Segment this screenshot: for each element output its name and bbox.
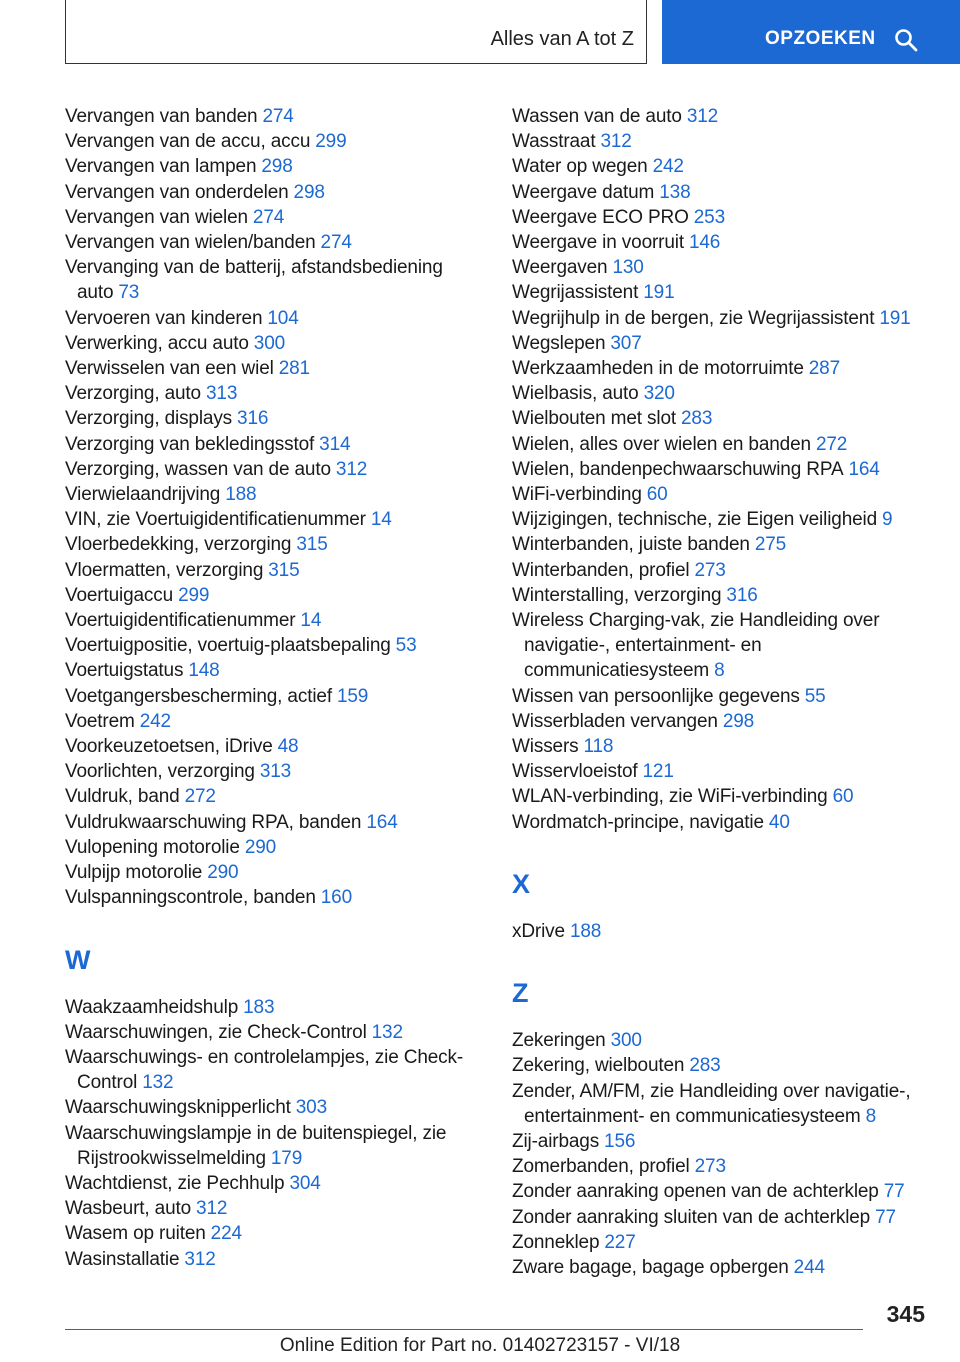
index-entry bbox=[65, 860, 495, 885]
page-reference-link[interactable]: 188 bbox=[225, 484, 257, 506]
page-reference-link[interactable]: 274 bbox=[252, 206, 285, 228]
page-reference-link[interactable]: 164 bbox=[366, 811, 398, 833]
index-entry bbox=[512, 457, 942, 482]
index-entry bbox=[512, 1255, 942, 1280]
index-entry-text: Waarschuwingslampje in de buitenspiegel, zie Rijstrookwisselmelding bbox=[65, 1122, 447, 1169]
index-entry bbox=[512, 1230, 942, 1255]
index-entry-text: Wisservloeistof bbox=[512, 761, 638, 783]
page-reference-link[interactable]: 273 bbox=[694, 559, 726, 581]
index-entry-text: Vervangen van onderdelen bbox=[65, 181, 289, 203]
index-entry bbox=[512, 1179, 942, 1204]
page-reference-link[interactable]: 315 bbox=[268, 559, 300, 581]
page-reference-link[interactable]: 299 bbox=[178, 584, 210, 606]
index-entry bbox=[65, 1045, 495, 1095]
index-entry-text: Verwisselen van een wiel bbox=[65, 358, 274, 380]
index-entry bbox=[65, 709, 495, 734]
index-entry bbox=[65, 885, 495, 910]
index-entry-text: Vulopening motorolie bbox=[65, 836, 240, 858]
page-reference-link[interactable]: 138 bbox=[659, 181, 691, 203]
index-entry-text: Winterbanden, profiel bbox=[512, 559, 690, 581]
page-reference-link[interactable]: 320 bbox=[643, 383, 675, 405]
index-entry bbox=[65, 1121, 495, 1171]
page-reference-link[interactable]: 132 bbox=[371, 1021, 403, 1043]
index-entry-text: Wasem op ruiten bbox=[65, 1223, 206, 1245]
page-reference-link[interactable]: 146 bbox=[688, 232, 721, 254]
index-column-right bbox=[512, 104, 942, 1280]
index-entry bbox=[65, 1247, 495, 1272]
page-reference-link[interactable]: 148 bbox=[188, 660, 220, 682]
index-entry-text: Wielbasis, auto bbox=[512, 383, 639, 405]
index-entry bbox=[512, 356, 942, 381]
index-entry bbox=[512, 1079, 942, 1129]
index-entry bbox=[512, 684, 942, 709]
index-entry bbox=[65, 734, 495, 759]
index-entry-text: Wassen van de auto bbox=[512, 106, 682, 127]
section-letter: X bbox=[512, 868, 531, 899]
page-reference-link[interactable]: 244 bbox=[793, 1256, 825, 1278]
index-entry bbox=[512, 734, 942, 759]
page-reference-link[interactable]: 73 bbox=[118, 282, 140, 304]
index-entry bbox=[65, 558, 495, 583]
index-entry-text: Verwerking, accu auto bbox=[65, 332, 249, 354]
index-entry bbox=[65, 1171, 495, 1196]
index-entry bbox=[65, 205, 495, 230]
page-reference-link[interactable]: 300 bbox=[610, 1030, 642, 1052]
page-reference-link[interactable]: 224 bbox=[210, 1223, 242, 1245]
page-reference-link[interactable]: 55 bbox=[804, 685, 826, 707]
page-reference-link[interactable]: 242 bbox=[652, 156, 684, 178]
index-entry-text: Vloerbedekking, verzorging bbox=[65, 534, 292, 556]
page-reference-link[interactable]: 299 bbox=[315, 131, 347, 153]
page-reference-link[interactable]: 274 bbox=[262, 106, 294, 127]
page-reference-link[interactable]: 283 bbox=[689, 1055, 721, 1077]
index-entry bbox=[65, 1196, 495, 1221]
index-entry bbox=[512, 1154, 942, 1179]
index-entry-text: Voertuigpositie, voertuig-plaatsbepaling bbox=[65, 635, 391, 657]
page-reference-link[interactable]: 191 bbox=[643, 282, 675, 304]
page-reference-link[interactable]: 188 bbox=[569, 920, 602, 942]
index-entry bbox=[512, 1028, 942, 1053]
index-entry bbox=[512, 255, 942, 280]
page-reference-link[interactable]: 130 bbox=[612, 257, 644, 279]
index-entry bbox=[65, 180, 495, 205]
index-entry bbox=[65, 306, 495, 331]
index-entry bbox=[65, 381, 495, 406]
index-entry-text: Zonder aanraking sluiten van de achterklep bbox=[512, 1206, 871, 1228]
header-title-box bbox=[65, 0, 647, 64]
index-entry bbox=[65, 608, 495, 633]
index-entry-text: Vervoeren van kinderen bbox=[65, 307, 263, 329]
page-reference-link[interactable]: 179 bbox=[270, 1147, 303, 1169]
page-reference-link[interactable]: 118 bbox=[583, 736, 614, 758]
index-entry bbox=[65, 104, 495, 129]
page-reference-link[interactable]: 312 bbox=[686, 106, 719, 127]
index-entry-text: Wielbouten met slot bbox=[512, 408, 677, 430]
page-reference-link[interactable]: 14 bbox=[370, 509, 392, 531]
index-entry-text: Wielen, alles over wielen en banden bbox=[512, 433, 811, 455]
page-reference-link[interactable]: 156 bbox=[604, 1130, 636, 1152]
page-reference-link[interactable]: 290 bbox=[244, 836, 277, 858]
index-entry-text: Zonneklep bbox=[512, 1231, 600, 1253]
index-entry bbox=[65, 684, 495, 709]
index-entry bbox=[65, 995, 495, 1020]
page-reference-link[interactable]: 315 bbox=[296, 534, 328, 556]
index-entry-text: Vervangen van de accu, accu bbox=[65, 131, 311, 153]
index-entry-text: Verzorging, wassen van de auto bbox=[65, 458, 331, 480]
index-entry-text: Zware bagage, bagage opbergen bbox=[512, 1256, 789, 1278]
index-entry-text: Weergaven bbox=[512, 257, 608, 279]
index-entry-text: Wasinstallatie bbox=[65, 1248, 180, 1270]
page-reference-link[interactable]: 298 bbox=[261, 156, 293, 178]
page-reference-link[interactable]: 14 bbox=[300, 610, 322, 632]
index-entry bbox=[512, 180, 942, 205]
index-entry-text: Zender, AM/FM, zie Handleiding over navigatie-, entertainment- en communicatiesysteem bbox=[512, 1080, 911, 1127]
index-entry bbox=[65, 583, 495, 608]
page-reference-link[interactable]: 8 bbox=[865, 1105, 877, 1127]
page-reference-link[interactable]: 272 bbox=[815, 433, 848, 455]
index-entry-text: Vuldrukwaarschuwing RPA, banden bbox=[65, 811, 362, 833]
section-letter: W bbox=[65, 944, 91, 975]
index-entry bbox=[512, 104, 942, 129]
index-entry-text: Wireless Charging-vak, zie Handleiding over navigatie-, entertainment- en communicatiesysteem bbox=[512, 610, 880, 682]
page-reference-link[interactable]: 313 bbox=[205, 383, 238, 405]
page-reference-link[interactable]: 227 bbox=[604, 1231, 636, 1253]
page-reference-link[interactable]: 312 bbox=[184, 1248, 216, 1270]
page-reference-link[interactable]: 8 bbox=[714, 660, 725, 682]
index-entry bbox=[65, 835, 495, 860]
index-entry bbox=[512, 1129, 942, 1154]
page-reference-link[interactable]: 77 bbox=[883, 1181, 905, 1203]
index-entry bbox=[65, 1095, 495, 1120]
index-entry bbox=[512, 406, 942, 431]
index-entry bbox=[65, 230, 495, 255]
page-reference-link[interactable]: 298 bbox=[722, 710, 755, 732]
page-reference-link[interactable]: 303 bbox=[295, 1097, 328, 1119]
index-entry bbox=[512, 759, 942, 784]
index-entry bbox=[512, 532, 942, 557]
index-entry bbox=[512, 583, 942, 608]
index-entry-text: Voorlichten, verzorging bbox=[65, 761, 255, 783]
index-entry-text: Zekeringen bbox=[512, 1030, 606, 1052]
index-entry bbox=[65, 532, 495, 557]
index-entry-text: Zij-airbags bbox=[512, 1130, 600, 1152]
section-letter: Z bbox=[512, 978, 529, 1009]
page-number: 345 bbox=[886, 1301, 925, 1327]
index-entry-text: Wegrijhulp in de bergen, zie Wegrijassistent bbox=[512, 307, 875, 329]
page-reference-link[interactable]: 191 bbox=[879, 307, 911, 329]
index-entry-text: Vuldruk, band bbox=[65, 786, 180, 808]
index-entry bbox=[65, 784, 495, 809]
page-reference-link[interactable]: 48 bbox=[277, 736, 299, 758]
page-reference-link[interactable]: 312 bbox=[600, 131, 632, 153]
page-reference-link[interactable]: 53 bbox=[395, 635, 417, 657]
index-entry bbox=[512, 154, 942, 179]
page-reference-link[interactable]: 281 bbox=[278, 358, 310, 380]
page-reference-link[interactable]: 183 bbox=[243, 996, 275, 1018]
index-entry-text: xDrive bbox=[512, 920, 565, 942]
search-button[interactable] bbox=[662, 0, 960, 64]
page-reference-link[interactable]: 290 bbox=[207, 862, 239, 884]
index-entry bbox=[512, 129, 942, 154]
index-entry bbox=[512, 280, 942, 305]
index-entry bbox=[512, 608, 942, 684]
index-entry-text: Voertuigstatus bbox=[65, 660, 184, 682]
index-entry bbox=[65, 1020, 495, 1045]
index-entry bbox=[65, 507, 495, 532]
index-entry-text: Water op wegen bbox=[512, 156, 648, 178]
index-entry bbox=[512, 810, 942, 835]
page-reference-link[interactable]: 307 bbox=[610, 332, 642, 354]
index-entry bbox=[512, 919, 942, 944]
index-entry-text: Werkzaamheden in de motorruimte bbox=[512, 358, 804, 380]
index-entry-text: Wissen van persoonlijke gegevens bbox=[512, 685, 800, 707]
page-reference-link[interactable]: 121 bbox=[642, 761, 674, 783]
page-reference-link[interactable]: 312 bbox=[335, 458, 368, 480]
page-reference-link[interactable]: 313 bbox=[259, 761, 292, 783]
search-icon bbox=[894, 28, 918, 52]
index-entry-text: WLAN-verbinding, zie WiFi-verbinding bbox=[512, 786, 828, 808]
index-entry-text: Wijzigingen, technische, zie Eigen veiligheid bbox=[512, 509, 878, 531]
page-reference-link[interactable]: 253 bbox=[693, 206, 726, 228]
index-entry-text: Zekering, wielbouten bbox=[512, 1055, 685, 1077]
index-entry-text: Vervangen van banden bbox=[65, 106, 258, 127]
index-entry-text: Voertuigaccu bbox=[65, 584, 174, 606]
index-entry bbox=[65, 633, 495, 658]
page-reference-link[interactable]: 242 bbox=[139, 710, 171, 732]
index-entry bbox=[512, 1205, 942, 1230]
index-entry-text: Voetrem bbox=[65, 710, 135, 732]
page-reference-link[interactable]: 316 bbox=[237, 408, 269, 430]
page-reference-link[interactable]: 164 bbox=[848, 458, 880, 480]
index-entry bbox=[65, 154, 495, 179]
index-entry-text: Verzorging, displays bbox=[65, 408, 233, 430]
index-entry-text: Wasbeurt, auto bbox=[65, 1198, 192, 1220]
index-entry bbox=[512, 784, 942, 809]
index-entry-text: Vervanging van de batterij, afstandsbediening auto bbox=[65, 257, 443, 304]
page-reference-link[interactable]: 40 bbox=[768, 811, 790, 833]
index-entry-text: Wielen, bandenpechwaarschuwing RPA bbox=[512, 458, 844, 480]
page-reference-link[interactable]: 287 bbox=[808, 358, 841, 380]
index-entry-text: Waakzaamheidshulp bbox=[65, 996, 239, 1018]
index-entry-text: Zonder aanraking openen van de achterklep bbox=[512, 1181, 879, 1203]
index-entry-text: Waarschuwings- en controlelampjes, zie Check-Control bbox=[65, 1046, 464, 1094]
index-entry bbox=[512, 709, 942, 734]
page-reference-link[interactable]: 304 bbox=[289, 1172, 321, 1194]
index-entry-text: Winterbanden, juiste banden bbox=[512, 534, 750, 556]
index-entry bbox=[512, 482, 942, 507]
index-entry bbox=[65, 482, 495, 507]
index-entry-text: Voorkeuzetoetsen, iDrive bbox=[65, 736, 273, 758]
page-reference-link[interactable]: 283 bbox=[681, 408, 713, 430]
page-reference-link[interactable]: 159 bbox=[336, 685, 369, 707]
page-reference-link[interactable]: 312 bbox=[196, 1198, 228, 1220]
index-entry-text: Weergave ECO PRO bbox=[512, 206, 689, 228]
page-reference-link[interactable]: 272 bbox=[184, 786, 216, 808]
index-entry bbox=[512, 558, 942, 583]
index-entry-text: Wegrijassistent bbox=[512, 282, 639, 304]
page-reference-link[interactable]: 132 bbox=[142, 1072, 174, 1094]
index-entry bbox=[512, 230, 942, 255]
page-reference-link[interactable]: 300 bbox=[253, 332, 286, 354]
index-entry-text: Winterstalling, verzorging bbox=[512, 584, 722, 606]
page-reference-link[interactable]: 316 bbox=[726, 584, 758, 606]
index-entry bbox=[65, 457, 495, 482]
footer-divider bbox=[65, 1329, 863, 1330]
index-entry-text: Vierwielaandrijving bbox=[65, 484, 221, 506]
index-entry bbox=[512, 331, 942, 356]
index-column-left bbox=[65, 104, 495, 1272]
header-title: Alles van A tot Z bbox=[490, 28, 634, 50]
page-reference-link[interactable]: 274 bbox=[320, 232, 352, 254]
index-entry bbox=[65, 658, 495, 683]
index-entry-text: Vloermatten, verzorging bbox=[65, 559, 264, 581]
index-entry-text: Wordmatch-principe, navigatie bbox=[512, 811, 764, 833]
footer-edition: Online Edition for Part no. 01402723157 - VI/18 bbox=[279, 1335, 681, 1356]
page-reference-link[interactable]: 314 bbox=[319, 433, 351, 455]
index-entry-text: Weergave datum bbox=[512, 181, 655, 203]
index-entry-text: Waarschuwingsknipperlicht bbox=[65, 1097, 291, 1119]
index-entry bbox=[512, 432, 942, 457]
index-entry bbox=[65, 759, 495, 784]
page-reference-link[interactable]: 60 bbox=[646, 484, 668, 506]
index-entry bbox=[65, 356, 495, 381]
index-entry bbox=[512, 381, 942, 406]
index-entry bbox=[512, 1053, 942, 1078]
page-reference-link[interactable]: 275 bbox=[754, 534, 787, 556]
index-entry bbox=[65, 406, 495, 431]
index-entry-text: Wasstraat bbox=[512, 131, 596, 153]
index-entry-text: Vulpijp motorolie bbox=[65, 862, 203, 884]
index-entry bbox=[65, 432, 495, 457]
index-entry bbox=[65, 255, 495, 305]
index-entry-text: Waarschuwingen, zie Check-Control bbox=[65, 1021, 367, 1043]
index-entry-text: Vulspanningscontrole, banden bbox=[65, 887, 316, 909]
index-entry bbox=[512, 306, 942, 331]
index-entry-text: VIN, zie Voertuigidentificatienummer bbox=[65, 509, 366, 531]
page-reference-link[interactable]: 77 bbox=[875, 1206, 896, 1228]
index-entry-text: Zomerbanden, profiel bbox=[512, 1156, 690, 1178]
index-entry-text: Voertuigidentificatienummer bbox=[65, 610, 296, 632]
page-reference-link[interactable]: 104 bbox=[267, 307, 299, 329]
page-reference-link[interactable]: 298 bbox=[293, 181, 325, 203]
index-entry-text: Vervangen van wielen bbox=[65, 206, 248, 228]
page-reference-link[interactable]: 60 bbox=[832, 786, 854, 808]
index-entry bbox=[65, 331, 495, 356]
index-entry-text: Wegslepen bbox=[512, 332, 606, 354]
index-entry bbox=[512, 507, 942, 532]
index-entry bbox=[512, 205, 942, 230]
index-entry bbox=[65, 1221, 495, 1246]
index-entry-text: Wisserbladen vervangen bbox=[512, 710, 718, 732]
index-entry-text: Vervangen van wielen/banden bbox=[65, 232, 316, 254]
index-entry-text: Wachtdienst, zie Pechhulp bbox=[65, 1172, 285, 1194]
index-entry-text: Verzorging, auto bbox=[65, 383, 201, 405]
index-entry-text: Weergave in voorruit bbox=[512, 232, 684, 254]
index-entry-text: Wissers bbox=[512, 736, 579, 758]
index-entry-text: Vervangen van lampen bbox=[65, 156, 257, 178]
page-reference-link[interactable]: 9 bbox=[882, 509, 893, 531]
index-entry-text: WiFi-verbinding bbox=[512, 484, 642, 506]
index-entry-text: Voetgangersbescherming, actief bbox=[65, 685, 332, 707]
page-reference-link[interactable]: 273 bbox=[694, 1156, 726, 1178]
search-button-label: OPZOEKEN bbox=[765, 28, 876, 49]
page-reference-link[interactable]: 160 bbox=[320, 887, 352, 909]
index-entry-text: Verzorging van bekledingsstof bbox=[65, 433, 315, 455]
index-entry bbox=[65, 129, 495, 154]
index-entry bbox=[65, 810, 495, 835]
